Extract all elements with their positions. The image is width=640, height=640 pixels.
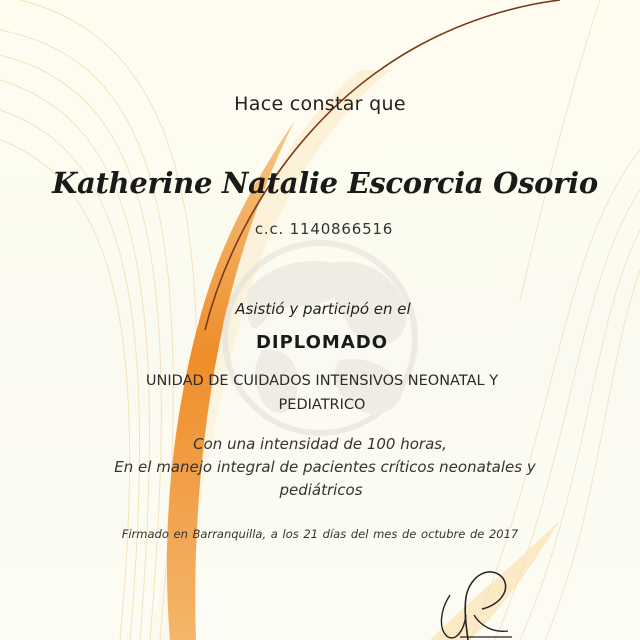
program-type: DIPLOMADO — [255, 332, 389, 353]
signed-place-date: Firmado en Barranquilla, a los 21 días del mes de octubre de 2017 — [121, 527, 519, 541]
intro-text: Hace constar que — [234, 93, 406, 115]
course-title-line-1: UNIDAD DE CUIDADOS INTENSIVOS NEONATAL Y — [145, 373, 499, 389]
course-detail-line-3: pediátricos — [279, 481, 363, 499]
id-number: c.c. 1140866516 — [254, 220, 394, 238]
handwritten-signature — [420, 555, 530, 640]
attendance-statement: Asistió y participó en el — [235, 300, 411, 318]
course-detail-line-1: Con una intensidad de 100 horas, — [193, 435, 447, 453]
recipient-name: Katherine Natalie Escorcia Osorio — [52, 166, 598, 200]
course-detail-line-2: En el manejo integral de pacientes críticos neonatales y — [114, 458, 536, 476]
course-title-line-2: PEDIATRICO — [278, 397, 366, 413]
